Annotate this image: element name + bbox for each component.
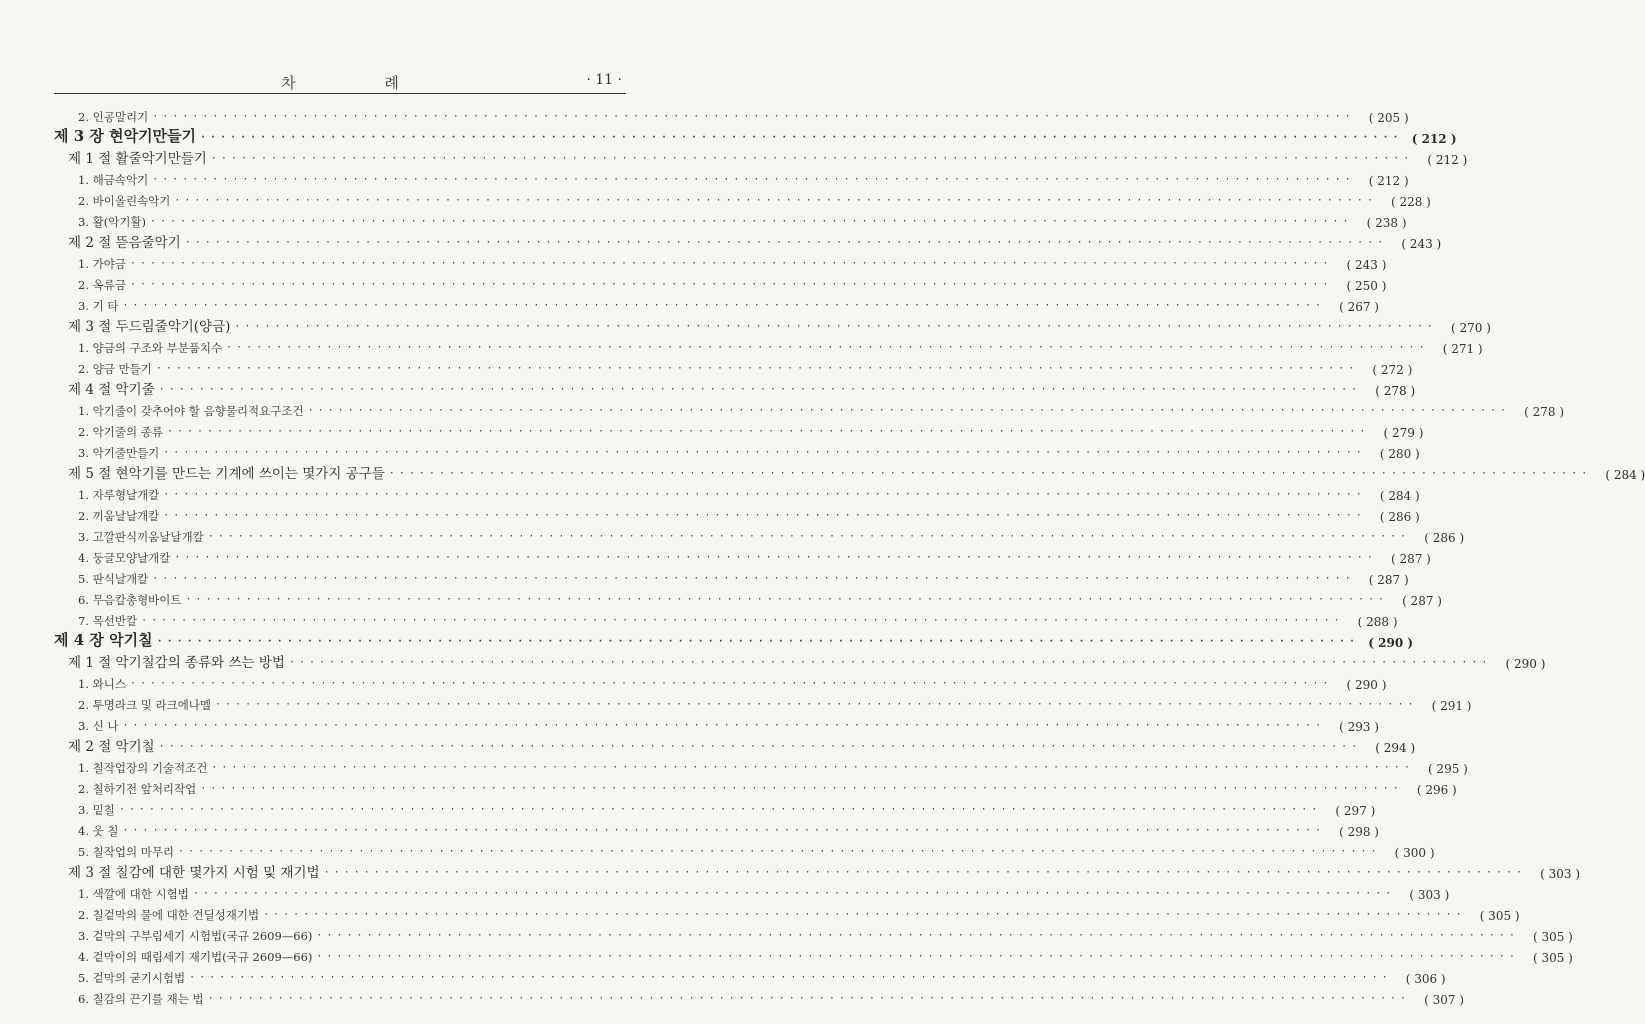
toc-page-number: ( 287 ) (1390, 552, 1431, 566)
toc-chapter-row (54, 125, 1457, 146)
page-title: 차 례 (281, 74, 441, 92)
dot-leader: ························································································································ (122, 720, 1325, 731)
toc-page-number: ( 291 ) (1431, 699, 1472, 713)
dot-leader: ························································································································ (184, 237, 1388, 248)
dot-leader: ························································································································ (288, 657, 1492, 668)
toc-page-number: ( 272 ) (1372, 363, 1413, 377)
toc-page-number: ( 271 ) (1442, 342, 1483, 356)
toc-page-number: ( 278 ) (1524, 405, 1565, 419)
dot-leader: ························································································································ (156, 636, 1360, 647)
toc-section-row (54, 461, 1645, 482)
toc-item-row (54, 524, 1465, 545)
toc-entry-title: 1. 자루형날개칼 (78, 488, 160, 502)
dot-leader: ························································································································ (207, 531, 1411, 542)
toc-entry-title: 2. 인공말리기 (78, 110, 149, 124)
toc-page-number: ( 300 ) (1394, 846, 1435, 860)
toc-entry-title: 1. 색깔에 대한 시험법 (78, 887, 189, 901)
toc-page-number: ( 298 ) (1339, 825, 1379, 839)
toc-item-row (54, 797, 1376, 818)
toc-entry-title: 5. 판식날개칼 (78, 572, 149, 586)
dot-leader: ························································································································ (263, 909, 1466, 920)
toc-page-number: ( 270 ) (1450, 321, 1491, 335)
toc-page-number: ( 238 ) (1366, 216, 1407, 230)
toc-item-row (54, 503, 1420, 524)
toc-item-row (54, 671, 1387, 692)
toc-section-row (54, 314, 1491, 335)
toc-page-number: ( 212 ) (1427, 153, 1468, 167)
toc-entry-title: 제 4 장 악기칠 (54, 631, 153, 649)
toc-entry-title: 1. 양금의 구조와 부분품치수 (78, 341, 223, 355)
toc-item-row (54, 188, 1431, 209)
dot-leader: ························································································································ (152, 174, 1355, 185)
dot-leader: ························································································································ (166, 426, 1370, 437)
toc-page-number: ( 280 ) (1379, 447, 1420, 461)
toc-item-row (54, 398, 1565, 419)
dot-leader: ························································································································ (122, 825, 1325, 836)
toc-item-row (54, 608, 1398, 629)
toc-page-number: ( 296 ) (1416, 783, 1457, 797)
toc-entry-title: 3. 기 타 (78, 299, 119, 313)
toc-page-number: ( 307 ) (1424, 993, 1465, 1007)
toc-entry-title: 2. 칠겉막의 물에 대한 견딜성재기법 (78, 908, 260, 922)
page-number: · 11 · (586, 72, 622, 88)
toc-item-row (54, 818, 1379, 839)
toc-item-row (54, 755, 1468, 776)
dot-leader: ························································································································ (316, 951, 1519, 962)
toc-item-row (54, 167, 1409, 188)
toc-item-row (54, 419, 1424, 440)
toc-entry-title: 제 4 절 악기줄 (68, 382, 155, 398)
toc-page-number: ( 212 ) (1411, 132, 1457, 146)
toc-entry-title: 제 3 절 두드림줄악기(양금) (68, 319, 231, 335)
toc-entry-title: 1. 칠작업장의 기술적조건 (78, 761, 208, 775)
toc-entry-title: 제 3 장 현악기만들기 (54, 127, 197, 145)
dot-leader: ························································································································ (122, 300, 1325, 311)
dot-leader: ························································································································ (163, 489, 1366, 500)
toc-page-number: ( 205 ) (1368, 111, 1409, 125)
toc-entry-title: 4. 웃 칠 (78, 824, 119, 838)
toc-page-number: ( 290 ) (1505, 657, 1546, 671)
dot-leader: ························································································································ (388, 468, 1592, 479)
dot-leader: ························································································································ (200, 132, 1403, 143)
toc-entry-title: 6. 칠감의 끈기를 재는 법 (78, 992, 204, 1006)
toc-item-row (54, 902, 1520, 923)
toc-section-row (54, 146, 1468, 167)
toc-page-number: ( 267 ) (1339, 300, 1379, 314)
toc-page-number: ( 250 ) (1346, 279, 1387, 293)
toc-entry-title: 제 3 절 칠감에 대한 몇가지 시험 및 재기법 (68, 865, 320, 881)
toc-page-number: ( 294 ) (1375, 741, 1416, 755)
dot-leader: ························································································································ (316, 930, 1519, 941)
toc-page-number: ( 278 ) (1375, 384, 1416, 398)
toc-entry-title: 제 5 절 현악기를 만드는 기계에 쓰이는 몇가지 공구들 (68, 466, 385, 482)
toc-page-number: ( 305 ) (1532, 951, 1573, 965)
toc-item-row (54, 944, 1573, 965)
toc-item-row (54, 776, 1457, 797)
toc-entry-title: 5. 칠작업의 마무리 (78, 845, 175, 859)
toc-entry-title: 4. 둥글모양날개칼 (78, 551, 171, 565)
toc-entry-title: 5. 겉막의 굳기시험법 (78, 971, 186, 985)
toc-page-number: ( 288 ) (1357, 615, 1398, 629)
toc-entry-title: 2. 끼움날날개칼 (78, 509, 160, 523)
dot-leader: ························································································································ (163, 510, 1366, 521)
dot-leader: ························································································································ (158, 384, 1362, 395)
toc-item-row (54, 545, 1431, 566)
toc-section-row (54, 734, 1416, 755)
toc-entry-title: 2. 칠하기전 앞처리작업 (78, 782, 197, 796)
toc-item-row (54, 272, 1387, 293)
dot-leader: ························································································································ (174, 195, 1377, 206)
toc-entry-title: 3. 악기줄만들기 (78, 446, 160, 460)
dot-leader: ························································································································ (129, 678, 1333, 689)
toc-item-row (54, 356, 1413, 377)
toc-item-row (54, 923, 1573, 944)
toc-chapter-row (54, 629, 1414, 650)
toc-entry-title: 제 2 절 뜯음줄악기 (68, 235, 181, 251)
toc-page-number: ( 243 ) (1401, 237, 1442, 251)
dot-leader: ························································································································ (215, 699, 1418, 710)
toc-section-row (54, 650, 1546, 671)
toc-item-row (54, 251, 1387, 272)
toc-entry-title: 1. 악기줄이 갖추어야 할 음향물리적요구조건 (78, 404, 304, 418)
toc-page-number: ( 293 ) (1339, 720, 1379, 734)
dot-leader: ························································································································ (158, 741, 1362, 752)
header-rule (54, 93, 626, 94)
toc-entry-title: 2. 양금 만들기 (78, 362, 152, 376)
toc-page-number: ( 284 ) (1379, 489, 1420, 503)
toc-item-row (54, 209, 1407, 230)
toc-page-number: ( 286 ) (1379, 510, 1420, 524)
toc-entry-title: 2. 옥류금 (78, 278, 126, 292)
toc-entry-title: 2. 바이올린속악기 (78, 194, 171, 208)
dot-leader: ························································································································ (226, 342, 1429, 353)
toc-item-row (54, 839, 1435, 860)
toc-item-row (54, 440, 1420, 461)
toc-entry-title: 6. 무음칼총형바이트 (78, 593, 182, 607)
toc-page-number: ( 303 ) (1409, 888, 1450, 902)
toc-entry-title: 4. 겉막이의 때림세기 재기법(국규 2609—66) (78, 950, 313, 964)
toc-item-row (54, 713, 1379, 734)
toc-section-row (54, 860, 1581, 881)
dot-leader: ························································································································ (163, 447, 1366, 458)
dot-leader: ························································································································ (178, 846, 1381, 857)
toc-entry-title: 3. 고깔판식끼움날날개칼 (78, 530, 204, 544)
dot-leader: ························································································································ (118, 804, 1322, 815)
toc-entry-title: 제 1 절 활줄악기만들기 (68, 151, 207, 167)
toc-page-number: ( 228 ) (1390, 195, 1431, 209)
toc-entry-title: 3. 겉막의 구부림세기 시험법(국규 2609—66) (78, 929, 313, 943)
dot-leader: ························································································································ (152, 111, 1355, 122)
toc-item-row (54, 104, 1409, 125)
dot-leader: ························································································································ (307, 405, 1511, 416)
toc-item-row (54, 965, 1446, 986)
dot-leader: ························································································································ (211, 762, 1414, 773)
dot-leader: ························································································································ (207, 993, 1411, 1004)
dot-leader: ························································································································ (174, 552, 1377, 563)
dot-leader: ························································································································ (189, 972, 1392, 983)
toc-page-number: ( 297 ) (1335, 804, 1376, 818)
dot-leader: ························································································································ (150, 216, 1353, 227)
toc-item-row (54, 986, 1465, 1007)
toc-item-row (54, 293, 1379, 314)
dot-leader: ························································································································ (152, 573, 1355, 584)
toc-page-number: ( 295 ) (1427, 762, 1468, 776)
toc-entry-title: 2. 투명라크 및 라크에나멜 (78, 698, 212, 712)
toc-page-number: ( 284 ) (1605, 468, 1645, 482)
toc-entry-title: 1. 해금속악기 (78, 173, 149, 187)
toc-entry-title: 3. 신 나 (78, 719, 119, 733)
toc-page-number: ( 286 ) (1424, 531, 1465, 545)
toc-item-row (54, 566, 1409, 587)
dot-leader: ························································································································ (141, 615, 1344, 626)
toc-entry-title: 제 2 절 악기칠 (68, 739, 155, 755)
toc-page-number: ( 287 ) (1368, 573, 1409, 587)
toc-entry-title: 3. 활(악기활) (78, 215, 147, 229)
toc-page-number: ( 243 ) (1346, 258, 1387, 272)
dot-leader: ························································································································ (129, 258, 1333, 269)
dot-leader: ························································································································ (210, 153, 1414, 164)
dot-leader: ························································································································ (323, 867, 1527, 878)
toc-page-number: ( 305 ) (1532, 930, 1573, 944)
dot-leader: ························································································································ (129, 279, 1333, 290)
toc-entry-title: 2. 악기줄의 종류 (78, 425, 163, 439)
toc-entry-title: 1. 가야금 (78, 257, 126, 271)
toc-page-number: ( 305 ) (1479, 909, 1520, 923)
dot-leader: ························································································································ (192, 888, 1396, 899)
toc-page-number: ( 290 ) (1368, 636, 1414, 650)
page-header (54, 72, 626, 94)
toc-page-number: ( 290 ) (1346, 678, 1387, 692)
toc-page-number: ( 306 ) (1405, 972, 1446, 986)
toc-page-number: ( 303 ) (1540, 867, 1581, 881)
dot-leader: ························································································································ (155, 363, 1359, 374)
table-of-contents (54, 104, 1645, 1007)
toc-section-row (54, 230, 1442, 251)
dot-leader: ························································································································ (185, 594, 1388, 605)
toc-entry-title: 7. 목선반칼 (78, 614, 138, 628)
toc-item-row (54, 587, 1442, 608)
toc-entry-title: 제 1 절 악기칠감의 종류와 쓰는 방법 (68, 655, 285, 671)
toc-page-number: ( 212 ) (1368, 174, 1409, 188)
toc-item-row (54, 692, 1472, 713)
toc-item-row (54, 482, 1420, 503)
toc-section-row (54, 377, 1416, 398)
toc-item-row (54, 335, 1483, 356)
dot-leader: ························································································································ (200, 783, 1403, 794)
toc-entry-title: 3. 밑칠 (78, 803, 115, 817)
toc-page-number: ( 279 ) (1383, 426, 1424, 440)
toc-page-number: ( 287 ) (1402, 594, 1442, 608)
toc-entry-title: 1. 와니스 (78, 677, 126, 691)
dot-leader: ························································································································ (234, 321, 1437, 332)
toc-item-row (54, 881, 1450, 902)
